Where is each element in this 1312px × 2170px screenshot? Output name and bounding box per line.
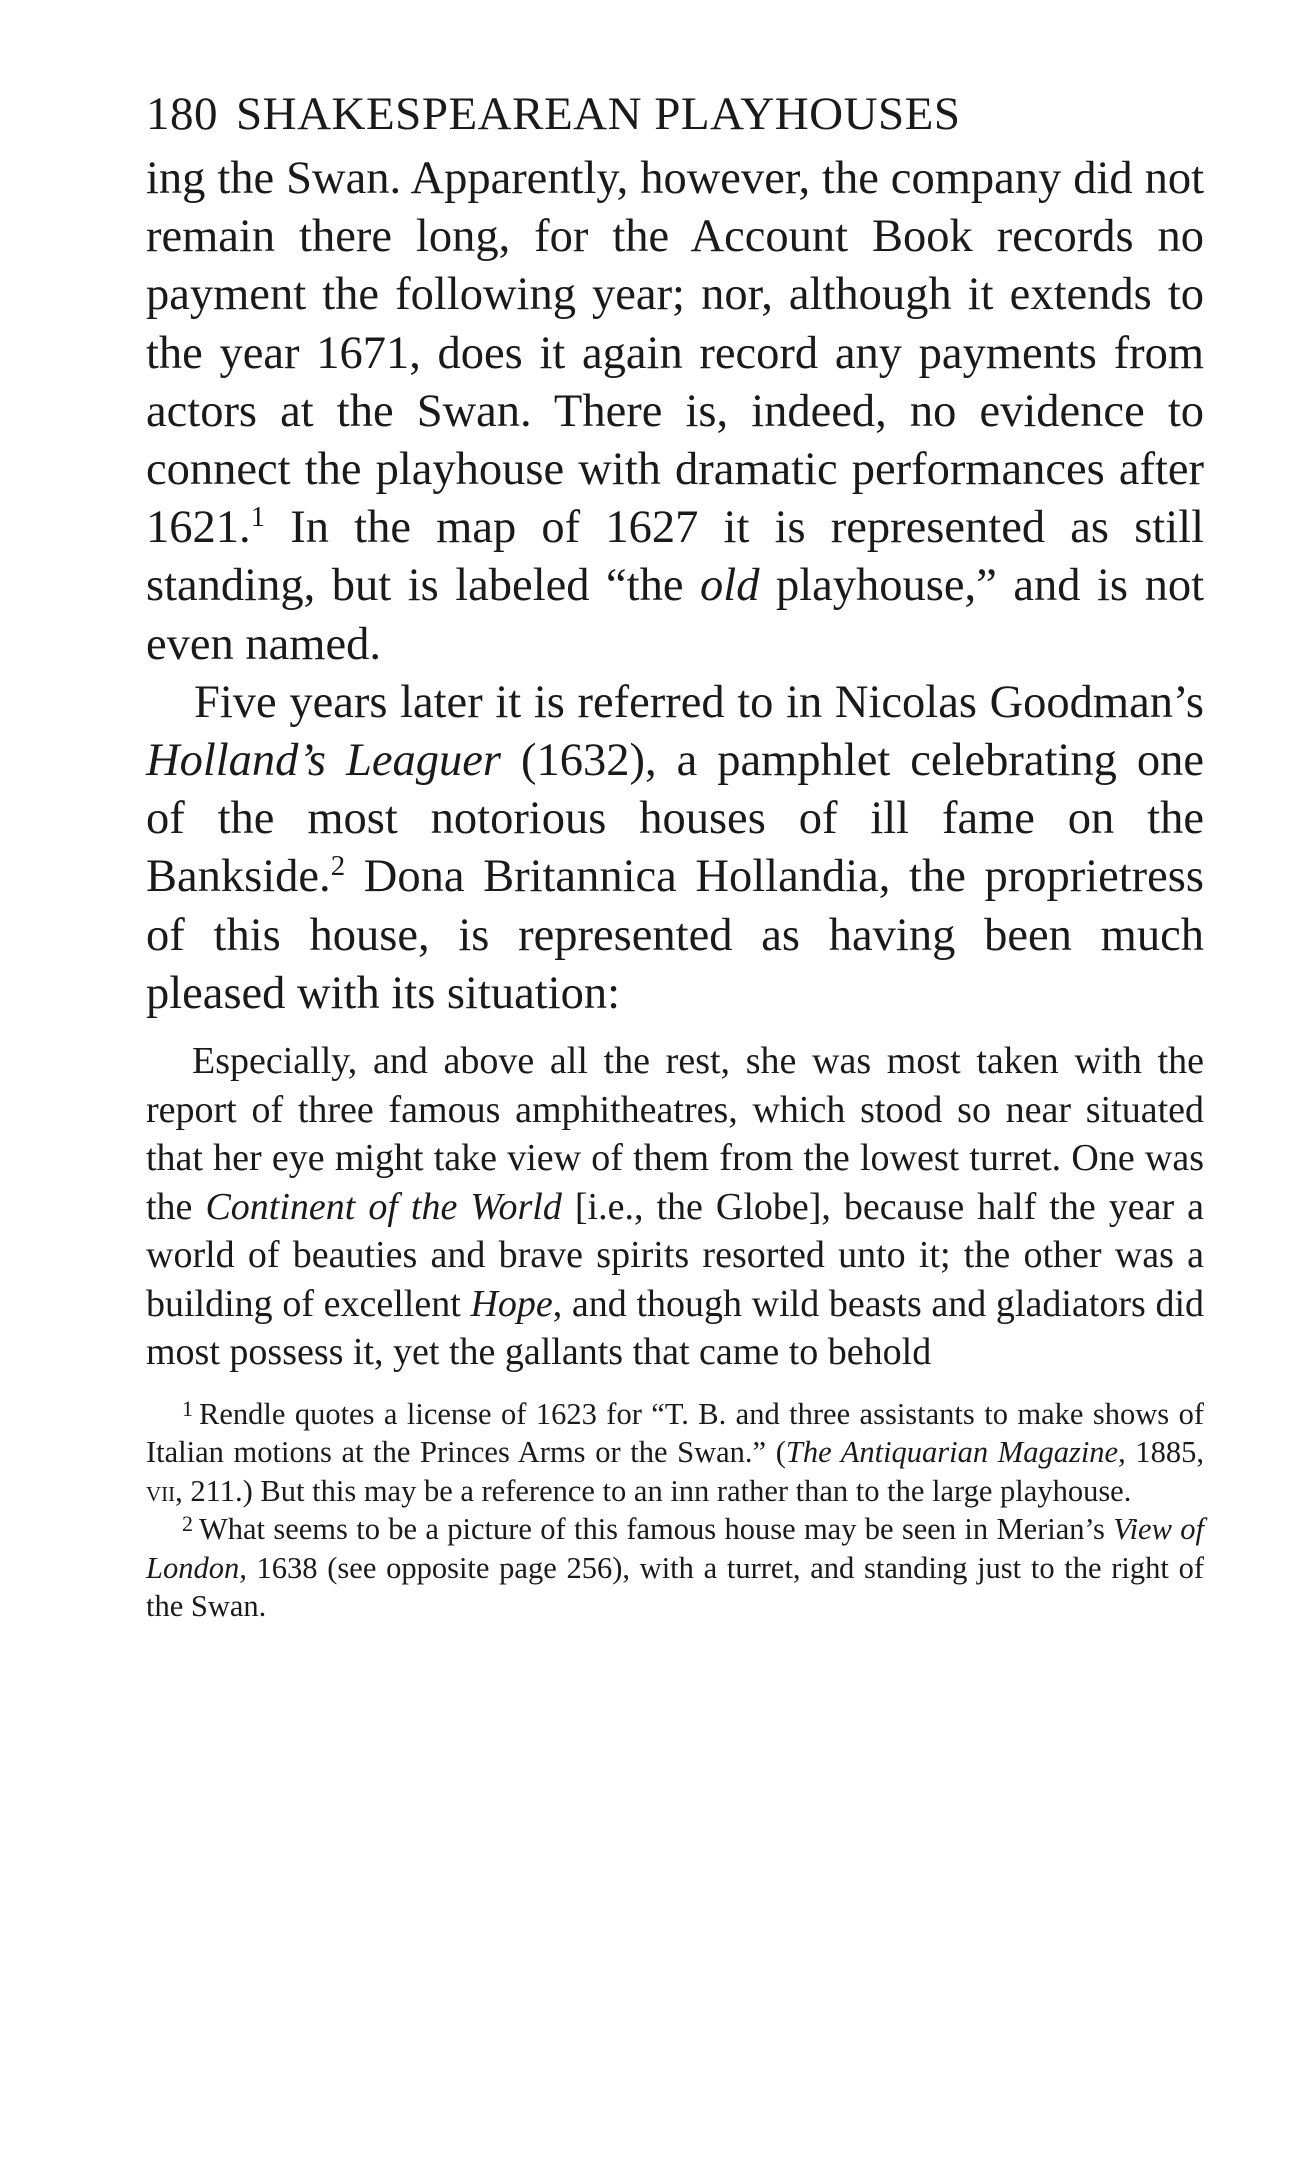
paragraph-2: Five years later it is referred to in Nicolas Goodman’s Holland’s Leaguer (1632), a pamphlet celebrating one of the most notorious houses of ill fame on the Bankside.$^2$ Dona Britannica Hollandia, the proprietress of this house, is represented as having been much pleased with its situation: bbox=[146, 676, 1204, 1019]
footnote-ref-2: 2 bbox=[330, 850, 346, 883]
footnotes bbox=[146, 1395, 1204, 1626]
footnote-2: $^2$ What seems to be a picture of this famous house may be seen in Merian’s View of London, 1638 (see opposite page 256), with a turret, and standing just to the right of the Swan. bbox=[146, 1511, 1204, 1624]
footnote-ref-1: 1 bbox=[250, 501, 266, 534]
running-title: SHAKESPEAREAN PLAYHOUSES bbox=[236, 88, 961, 140]
running-head bbox=[146, 88, 1204, 150]
main-text bbox=[146, 150, 1204, 1023]
book-title: Holland’s Leaguer bbox=[146, 735, 501, 787]
block-quote: Especially, and above all the rest, she was most taken with the report of three famous amphitheatres, which stood so near situated that her eye might take view of them from the lowest turret. One was the Continent of the World [i.e., the Globe], because half the year a world of beauties and brave spirits resorted unto it; the other was a building of excellent Hope, and though wild beasts and gladiators did most possess it, yet the gallants that came to behold bbox=[146, 1040, 1205, 1374]
book-page bbox=[146, 88, 1204, 1626]
footnote-1: $^1$ Rendle quotes a license of 1623 for “T. B. and three assistants to make shows of Italian motions at the Princes Arms or the Swan.” (The Antiquarian Magazine, 1885, vii, 211.) But this may be a reference to an inn rather than to the large playhouse. bbox=[146, 1395, 1204, 1508]
footnote-marker: 1 bbox=[182, 1395, 193, 1421]
footnote-marker: 2 bbox=[182, 1511, 193, 1537]
paragraph-1: ing the Swan. Apparently, however, the company did not remain there long, for the Account Book records no payment the following year; nor, although it extends to the year 1671, does it again record any payments from actors at the Swan. There is, indeed, no evidence to connect the playhouse with dramatic performances after 1621.$^1$ In the map of 1627 it is represented as still standing, but is labeled “the old playhouse,” and is not even named. bbox=[146, 153, 1204, 670]
page-number: 180 bbox=[146, 88, 218, 140]
